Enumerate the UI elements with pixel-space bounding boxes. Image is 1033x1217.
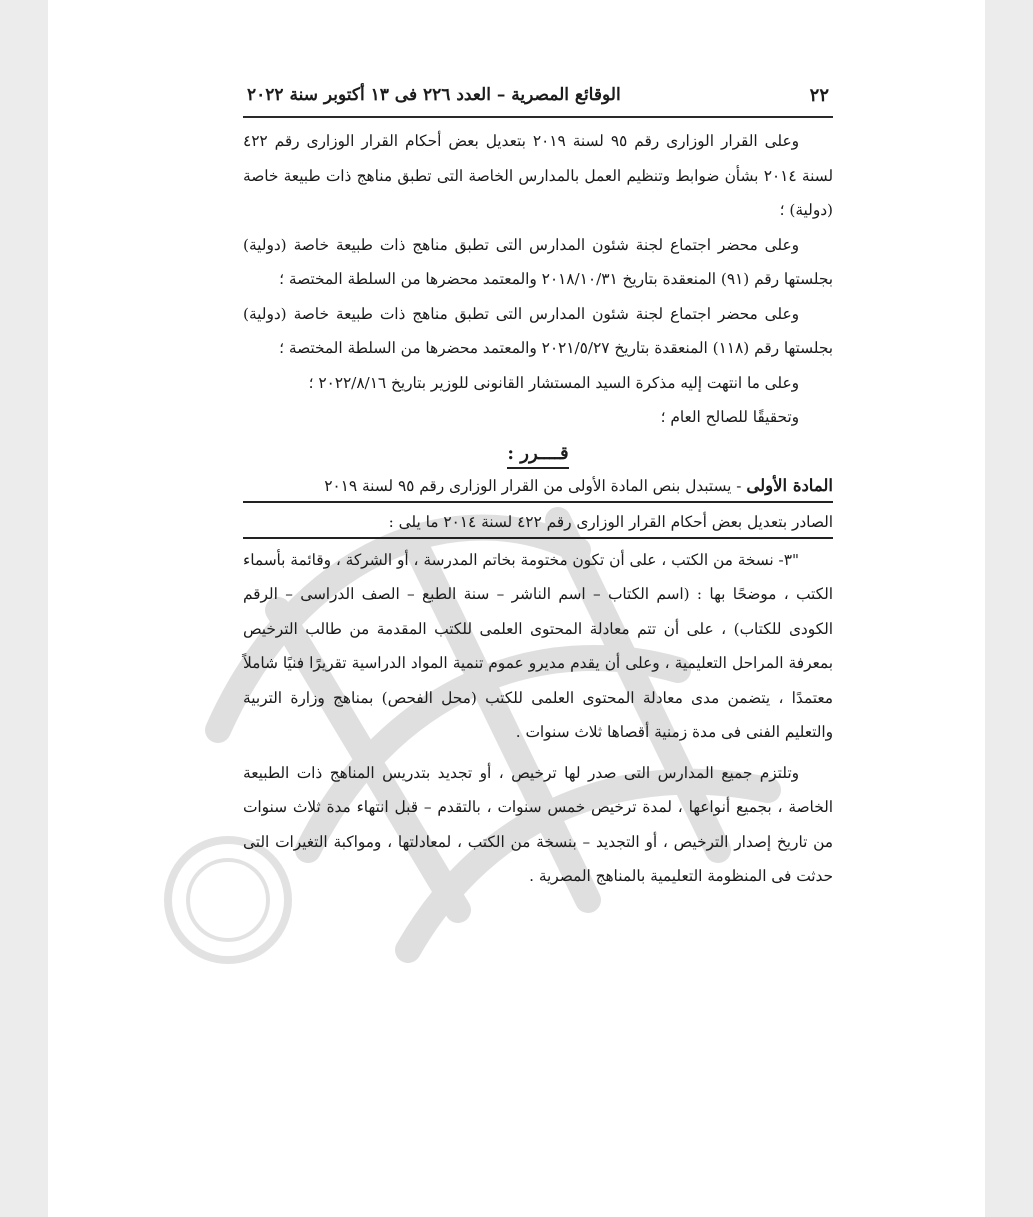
preamble-paragraph: وعلى محضر اجتماع لجنة شئون المدارس التى تطبق مناهج ذات طبيعة خاصة (دولية) بجلستها رقم (٩١) المنعقدة بتاريخ ٢٠١٨/١٠/٣١ والمعتمد محضرها من السلطة المختصة ؛	[243, 235, 833, 288]
document-content	[243, 78, 833, 894]
article-body-paragraph: وتلتزم جميع المدارس التى صدر لها ترخيص ، أو تجديد بتدريس المناهج ذات الطبيعة الخاصة ، بجميع أنواعها ، لمدة ترخيص خمس سنوات ، بالتقدم – قبل انتهاء مدة ثلاث سنوات من تاريخ إصدار الترخيص ، أو التجديد – بنسخة من الكتب ، لمعادلتها ، ومواكبة التغيرات التى حدثت فى المنظومة التعليمية بالمناهج المصرية .	[243, 763, 833, 885]
article-one-header	[243, 471, 833, 539]
preamble-paragraph: وعلى ما انتهت إليه مذكرة السيد المستشار القانونى للوزير بتاريخ ٢٠٢٢/٨/١٦ ؛	[308, 373, 799, 392]
document-page	[48, 0, 985, 1217]
decision-heading: قــــرر :	[507, 441, 568, 469]
article-one-line-2: الصادر بتعديل بعض أحكام القرار الوزارى رقم ٤٢٢ لسنة ٢٠١٤ ما يلى :	[243, 507, 833, 539]
decision-heading-block	[243, 437, 833, 471]
preamble-paragraph: وعلى القرار الوزارى رقم ٩٥ لسنة ٢٠١٩ بتعديل بعض أحكام القرار الوزارى رقم ٤٢٢ لسنة ٢٠١٤ بشأن ضوابط وتنظيم العمل بالمدارس الخاصة التى تطبق مناهج ذات طبيعة خاصة (دولية) ؛	[243, 132, 833, 219]
preamble-paragraph: وعلى محضر اجتماع لجنة شئون المدارس التى تطبق مناهج ذات طبيعة خاصة (دولية) بجلستها رقم (١١٨) المنعقدة بتاريخ ٢٠٢١/٥/٢٧ والمعتمد محضرها من السلطة المختصة ؛	[243, 304, 833, 357]
article-one-text-1: - يستبدل بنص المادة الأولى من القرار الوزارى رقم ٩٥ لسنة ٢٠١٩	[324, 476, 747, 495]
article-body-paragraph: "٣- نسخة من الكتب ، على أن تكون مختومة بخاتم المدرسة ، أو الشركة ، وقائمة بأسماء الكتب ، موضحًا بها : (اسم الكتاب – اسم الناشر – سنة الطبع – الصف الدراسى – الرقم الكودى للكتاب) ، على أن تتم معادلة المحتوى العلمى للكتب المقدمة من طالب الترخيص بمعرفة المراحل التعليمية ، وعلى أن يقدم مديرو عموم تنمية المواد الدراسية تقريرًا فنيًا شاملاً معتمدًا ، يتضمن مدى معادلة المحتوى العلمى للكتب (محل الفحص) بمناهج وزارة التربية والتعليم الفنى فى مدة زمنية أقصاها ثلاث سنوات .	[243, 550, 833, 741]
page-header	[243, 78, 833, 118]
preamble-paragraph: وتحقيقًا للصالح العام ؛	[660, 408, 799, 426]
page-number: ٢٢	[809, 84, 829, 106]
article-one-label: المادة الأولى	[746, 475, 833, 495]
article-one-line-1	[243, 471, 833, 503]
running-title: الوقائع المصرية – العدد ٢٢٦ فى ١٣ أكتوبر سنة ٢٠٢٢	[247, 85, 621, 105]
